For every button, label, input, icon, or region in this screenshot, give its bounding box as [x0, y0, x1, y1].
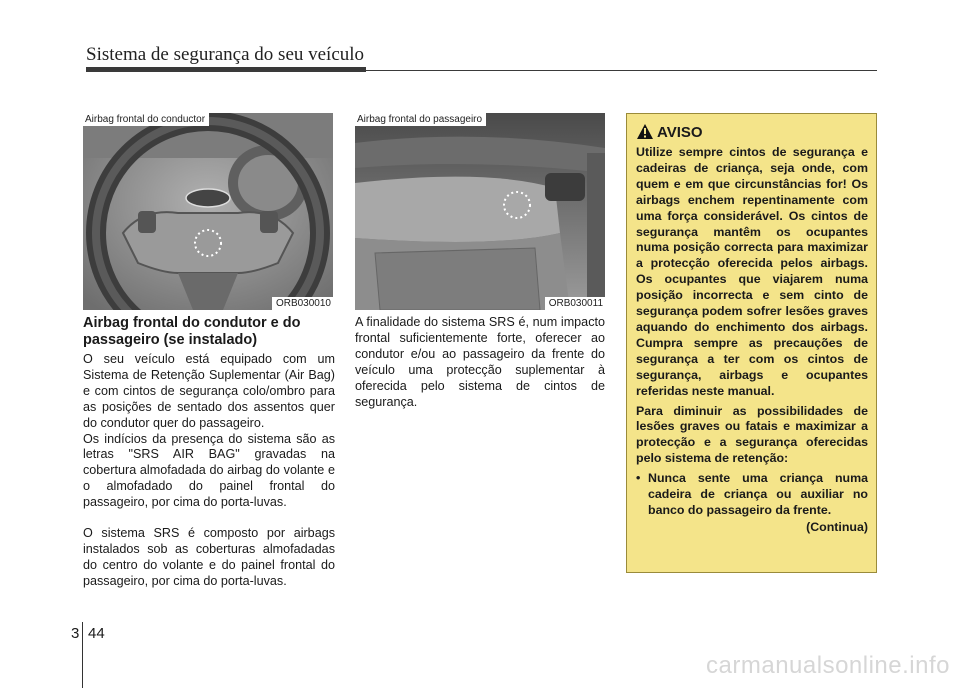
footer-rule [82, 622, 83, 688]
header-rule-thin [366, 70, 877, 71]
steering-wheel-photo [83, 113, 333, 310]
paragraph: Os indícios da presença do sistema são as letras "SRS AIR BAG" gravadas na cobertura almofadada do airbag do volante e o almofadado do painel frontal do passageiro, por cima do porta-luvas. [83, 431, 335, 510]
warning-paragraph: Utilize sempre cintos de segurança e cadeiras de criança, seja onde, com quem e em que circunstâncias for! Os airbags enchem repentinamente com uma força considerável. Os cintos de segurança mantêm os ocupantes numa posição correcta para maximizar a protecção oferecida pelos airbags. Os ocupantes que viajarem numa posição incorrecta e sem cinto de segurança podem sofrer lesões graves aquando do enchimento dos airbags. Cumpra sempre as precauções de segurança a ter com os cintos de segurança, airbags e ocupantes referidas neste manual. [636, 145, 868, 398]
figure-code-driver: ORB030010 [272, 297, 333, 310]
figure-code-passenger: ORB030011 [545, 297, 605, 310]
figure-caption-driver: Airbag frontal do conductor [83, 113, 209, 126]
warning-body [636, 145, 868, 536]
chapter-number: 3 [71, 625, 80, 642]
left-column-text [83, 352, 335, 590]
header-rule [86, 67, 366, 72]
passenger-dashboard-photo [355, 113, 605, 310]
paragraph: A finalidade do sistema SRS é, num impacto frontal suficientemente forte, oferecer ao condutor e/ou ao passageiro da frente do veículo uma protecção suplementar à oferecida pelo sistema de cintos de segurança. [355, 315, 605, 409]
warning-paragraph: Para diminuir as possibilidades de lesões graves ou fatais e maximizar a protecção e a segurança oferecidas pelo sistema de retenção: [636, 403, 868, 466]
warning-continued: (Continua) [806, 519, 868, 534]
paragraph: O seu veículo está equipado com um Sistema de Retenção Suplementar (Air Bag) e com cintos de segurança colo/ombro para as posições de sentado dos assentos quer do condutor quer do passageiro. [83, 352, 335, 430]
page-number: 44 [88, 625, 105, 642]
page-header-title: Sistema de segurança do seu veículo [86, 44, 365, 65]
section-heading: Airbag frontal do condutor e do passageiro (se instalado) [83, 315, 301, 348]
bullet-icon: • [636, 471, 641, 486]
watermark: carmanualsonline.info [706, 652, 950, 679]
warning-title: AVISO [657, 124, 703, 141]
warning-box [626, 113, 877, 573]
middle-column-text [355, 315, 605, 410]
figure-caption-passenger: Airbag frontal do passageiro [355, 113, 486, 126]
paragraph: O sistema SRS é composto por airbags instalados sob as coberturas almofadadas do centro do volante e do painel frontal do passageiro, por cima do porta-luvas. [83, 526, 335, 588]
warning-bullet-item [636, 471, 868, 519]
warning-triangle-icon [637, 124, 653, 139]
warning-bullet-text: Nunca sente uma criança numa cadeira de criança ou auxiliar no banco do passageiro da frente. [648, 471, 868, 517]
